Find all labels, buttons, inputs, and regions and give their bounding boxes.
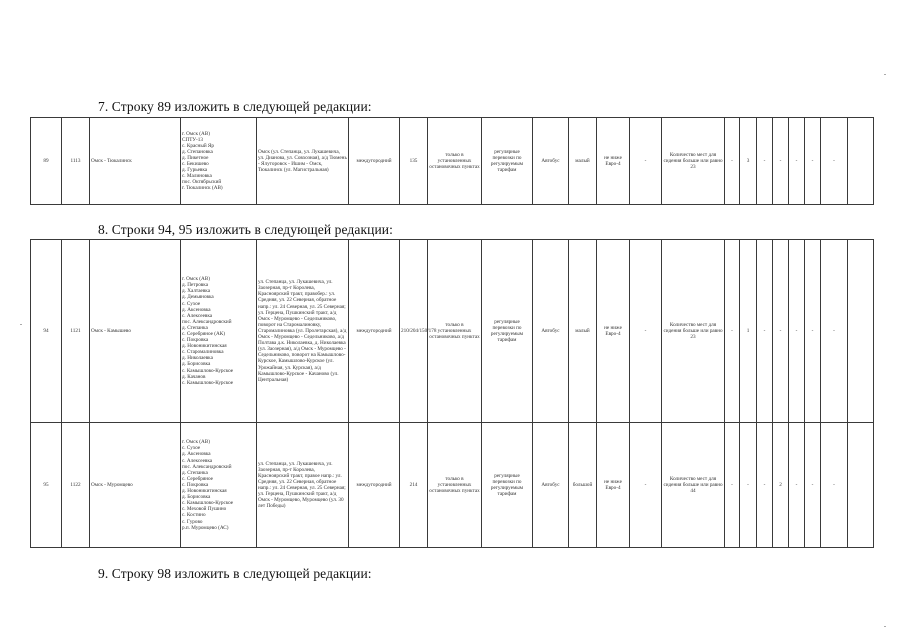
route-code: 1113: [62, 118, 90, 205]
cell-dash: -: [630, 423, 662, 548]
stops-list: [181, 118, 257, 205]
stop-item: с. Камышлово-Курское: [182, 500, 234, 507]
vehicle-type: Автобус: [533, 118, 569, 205]
stop-item: д. Гурьевка: [182, 167, 208, 174]
stop-item: д. Демьяновка: [182, 294, 214, 301]
stop-item: г. Омск (АВ): [182, 439, 210, 446]
count-cell: -: [805, 240, 821, 423]
stop-item: с. Алексеевка: [182, 312, 213, 319]
count-cell: -: [757, 423, 773, 548]
count-cell: [848, 118, 874, 205]
stop-item: с. Камышлово-Курское: [182, 367, 234, 374]
count-cell: 1: [740, 240, 757, 423]
route-length: 135: [400, 118, 428, 205]
tariff-type: регулярные перевозки по регулируемым тарифам: [482, 240, 533, 423]
scan-speck: [884, 74, 886, 75]
seat-requirement: Количество мест для сидения больше или равно 44: [662, 423, 725, 548]
count-cell: -: [725, 423, 740, 548]
cell-dash: -: [630, 118, 662, 205]
section-heading-7: 7. Строку 89 изложить в следующей редакции:: [98, 99, 372, 114]
streets-list: ул. Степанца, ул. Лукашевича, ул. Заозерная, пр-т Королева, Красноярский тракт, правобер.: ул. Средняя, ул. 22 Северная, обратное напр.: ул. 24 Северная, ул. 25 Северная; ул. Герцена, Пушкинский тракт, а/д Омск - Муромцево - Седельниково, поворот на Старомалиновку, Старомалиновка (ул. Пролетарская), а/д Омск - Муромцево - Седельниково, а/д Полтава д.к. Николаевка, д. Николаевка (ул. Заозерная), а/д Омск - Муромцево - Седельниково, поворот на Камышлово-Курское, Камышлово-Курское (ул. Урожайная, ул. Курская), а/д Камышлово-Курское - Качаново (ул. Центральная): [257, 240, 349, 423]
route-name: Омск - Камышево: [90, 240, 181, 423]
count-cell: -: [805, 118, 821, 205]
stop-item: д. Николаевка: [182, 355, 213, 362]
count-cell: -: [757, 240, 773, 423]
stop-item: с. Покровка: [182, 337, 209, 344]
count-cell: 3: [740, 118, 757, 205]
stop-item: с. Красный Яр: [182, 142, 214, 149]
count-cell: -: [789, 240, 805, 423]
route-length: 210/204/150/178: [400, 240, 428, 423]
eco-class: не ниже Евро-4: [597, 240, 630, 423]
seat-requirement: Количество мест для сидения больше или равно 23: [662, 118, 725, 205]
stop-item: с. Покровка: [182, 481, 209, 488]
scan-speck: [20, 324, 22, 325]
boarding-order: только в установленных остановочных пунктах: [428, 423, 482, 548]
boarding-order: только в установленных остановочных пунктах: [428, 240, 482, 423]
stop-item: с. Малиновка: [182, 173, 212, 180]
route-code: 1122: [62, 423, 90, 548]
stop-item: д. Качанов: [182, 373, 206, 380]
stop-item: д. Петровка: [182, 282, 208, 289]
table-row-89: [30, 117, 874, 205]
stop-item: с. Меховой Пушино: [182, 506, 227, 513]
stop-item: с. Серебряное (АК): [182, 331, 225, 337]
stop-item: д. Борисовка: [182, 361, 211, 368]
scan-speck: [884, 626, 886, 627]
count-cell: 2: [773, 423, 789, 548]
stop-item: г. Омск (АВ): [182, 276, 210, 283]
count-cell: -: [821, 240, 848, 423]
stop-item: р.п. Муромцево (АС): [182, 524, 229, 531]
count-cell: -: [805, 423, 821, 548]
count-cell: [848, 423, 874, 548]
stop-item: д. Халтаевка: [182, 288, 211, 295]
route-name: Омск - Тюкалинск: [90, 118, 181, 205]
stops-list: [181, 240, 257, 423]
vehicle-class: малый: [569, 118, 597, 205]
stops-list: [181, 423, 257, 548]
stop-item: СПТУ-13: [182, 136, 203, 143]
table-row: [31, 423, 874, 548]
cell-dash: -: [630, 240, 662, 423]
stop-item: пос. Александровский: [182, 463, 232, 470]
table-row: [31, 118, 874, 205]
stop-item: д. Пикетное: [182, 154, 209, 161]
stop-item: пос. Октябрьский: [182, 179, 222, 186]
stop-item: г. Омск (АВ): [182, 130, 210, 137]
route-type: междугородний: [349, 118, 400, 205]
vehicle-type: Автобус: [533, 240, 569, 423]
count-cell: [848, 240, 874, 423]
route-code: 1121: [62, 240, 90, 423]
count-cell: -: [757, 118, 773, 205]
route-name: Омск - Муромцево: [90, 423, 181, 548]
section-heading-8: 8. Строки 94, 95 изложить в следующей редакции:: [98, 222, 393, 237]
stop-item: с. Камышлово-Курское: [182, 379, 234, 386]
section-heading-9: 9. Строку 98 изложить в следующей редакции:: [98, 566, 372, 581]
count-cell: -: [821, 118, 848, 205]
table-row: [31, 240, 874, 423]
stop-item: пос. Александровский: [182, 318, 232, 325]
stop-item: д. Борисовка: [182, 494, 211, 501]
row-number: 89: [31, 118, 62, 205]
tariff-type: регулярные перевозки по регулируемым тарифам: [482, 423, 533, 548]
stop-item: д. Аксеновка: [182, 306, 211, 313]
count-cell: -: [725, 118, 740, 205]
count-cell: -: [725, 240, 740, 423]
vehicle-class: большой: [569, 423, 597, 548]
stop-item: д. Степановка: [182, 148, 213, 155]
stop-item: с. Сухое: [182, 445, 201, 452]
count-cell: -: [789, 118, 805, 205]
eco-class: не ниже Евро-4: [597, 118, 630, 205]
stop-item: с. Алексеевка: [182, 457, 213, 464]
stop-item: с. Серебряное: [182, 475, 213, 482]
count-cell: -: [773, 240, 789, 423]
seat-requirement: Количество мест для сидения больше или равно 23: [662, 240, 725, 423]
streets-list: Омск (ул. Степанца, ул. Лукашевича, ул. Дианова, ул. Совхозная), а/д Тюмень - Ялуторовск - Ишим - Омск, Тюкалинск (ул. Магистральная): [257, 118, 349, 205]
row-number: 95: [31, 423, 62, 548]
stop-item: г. Тюкалинск (АВ): [182, 185, 223, 192]
count-cell: -: [789, 423, 805, 548]
stop-item: с. Бекишево: [182, 161, 209, 167]
stop-item: д. Новоникитинская: [182, 343, 227, 350]
vehicle-class: малый: [569, 240, 597, 423]
stop-item: с. Гурово: [182, 518, 203, 525]
stop-item: д. Степанка: [182, 469, 208, 476]
stop-item: д. Степанка: [182, 324, 208, 331]
streets-list: ул. Степанца, ул. Лукашевича, ул. Заозерная, пр-т Королева, Красноярский тракт, правое напр.: ул. Средняя, ул. 22 Северная, обратное напр.: ул. 24 Северная, ул. 25 Северная; ул. Герцена, Пушкинский тракт, а/д Омск - Муромцево, Муромцево (ул. 30 лет Победы): [257, 423, 349, 548]
count-cell: -: [821, 423, 848, 548]
stop-item: с. Сухое: [182, 300, 201, 307]
route-type: междугородний: [349, 423, 400, 548]
table-rows-94-95: [30, 239, 874, 548]
stop-item: д. Аксеновка: [182, 451, 211, 458]
count-cell: -: [740, 423, 757, 548]
tariff-type: регулярные перевозки по регулируемым тарифам: [482, 118, 533, 205]
stop-item: д. Новоникитинская: [182, 488, 227, 495]
vehicle-type: Автобус: [533, 423, 569, 548]
stop-item: с. Старомалиновка: [182, 349, 224, 356]
stop-item: с. Костино: [182, 512, 206, 519]
boarding-order: только в установленных остановочных пунктах: [428, 118, 482, 205]
route-type: междугородний: [349, 240, 400, 423]
row-number: 94: [31, 240, 62, 423]
route-length: 214: [400, 423, 428, 548]
eco-class: не ниже Евро-4: [597, 423, 630, 548]
count-cell: -: [773, 118, 789, 205]
